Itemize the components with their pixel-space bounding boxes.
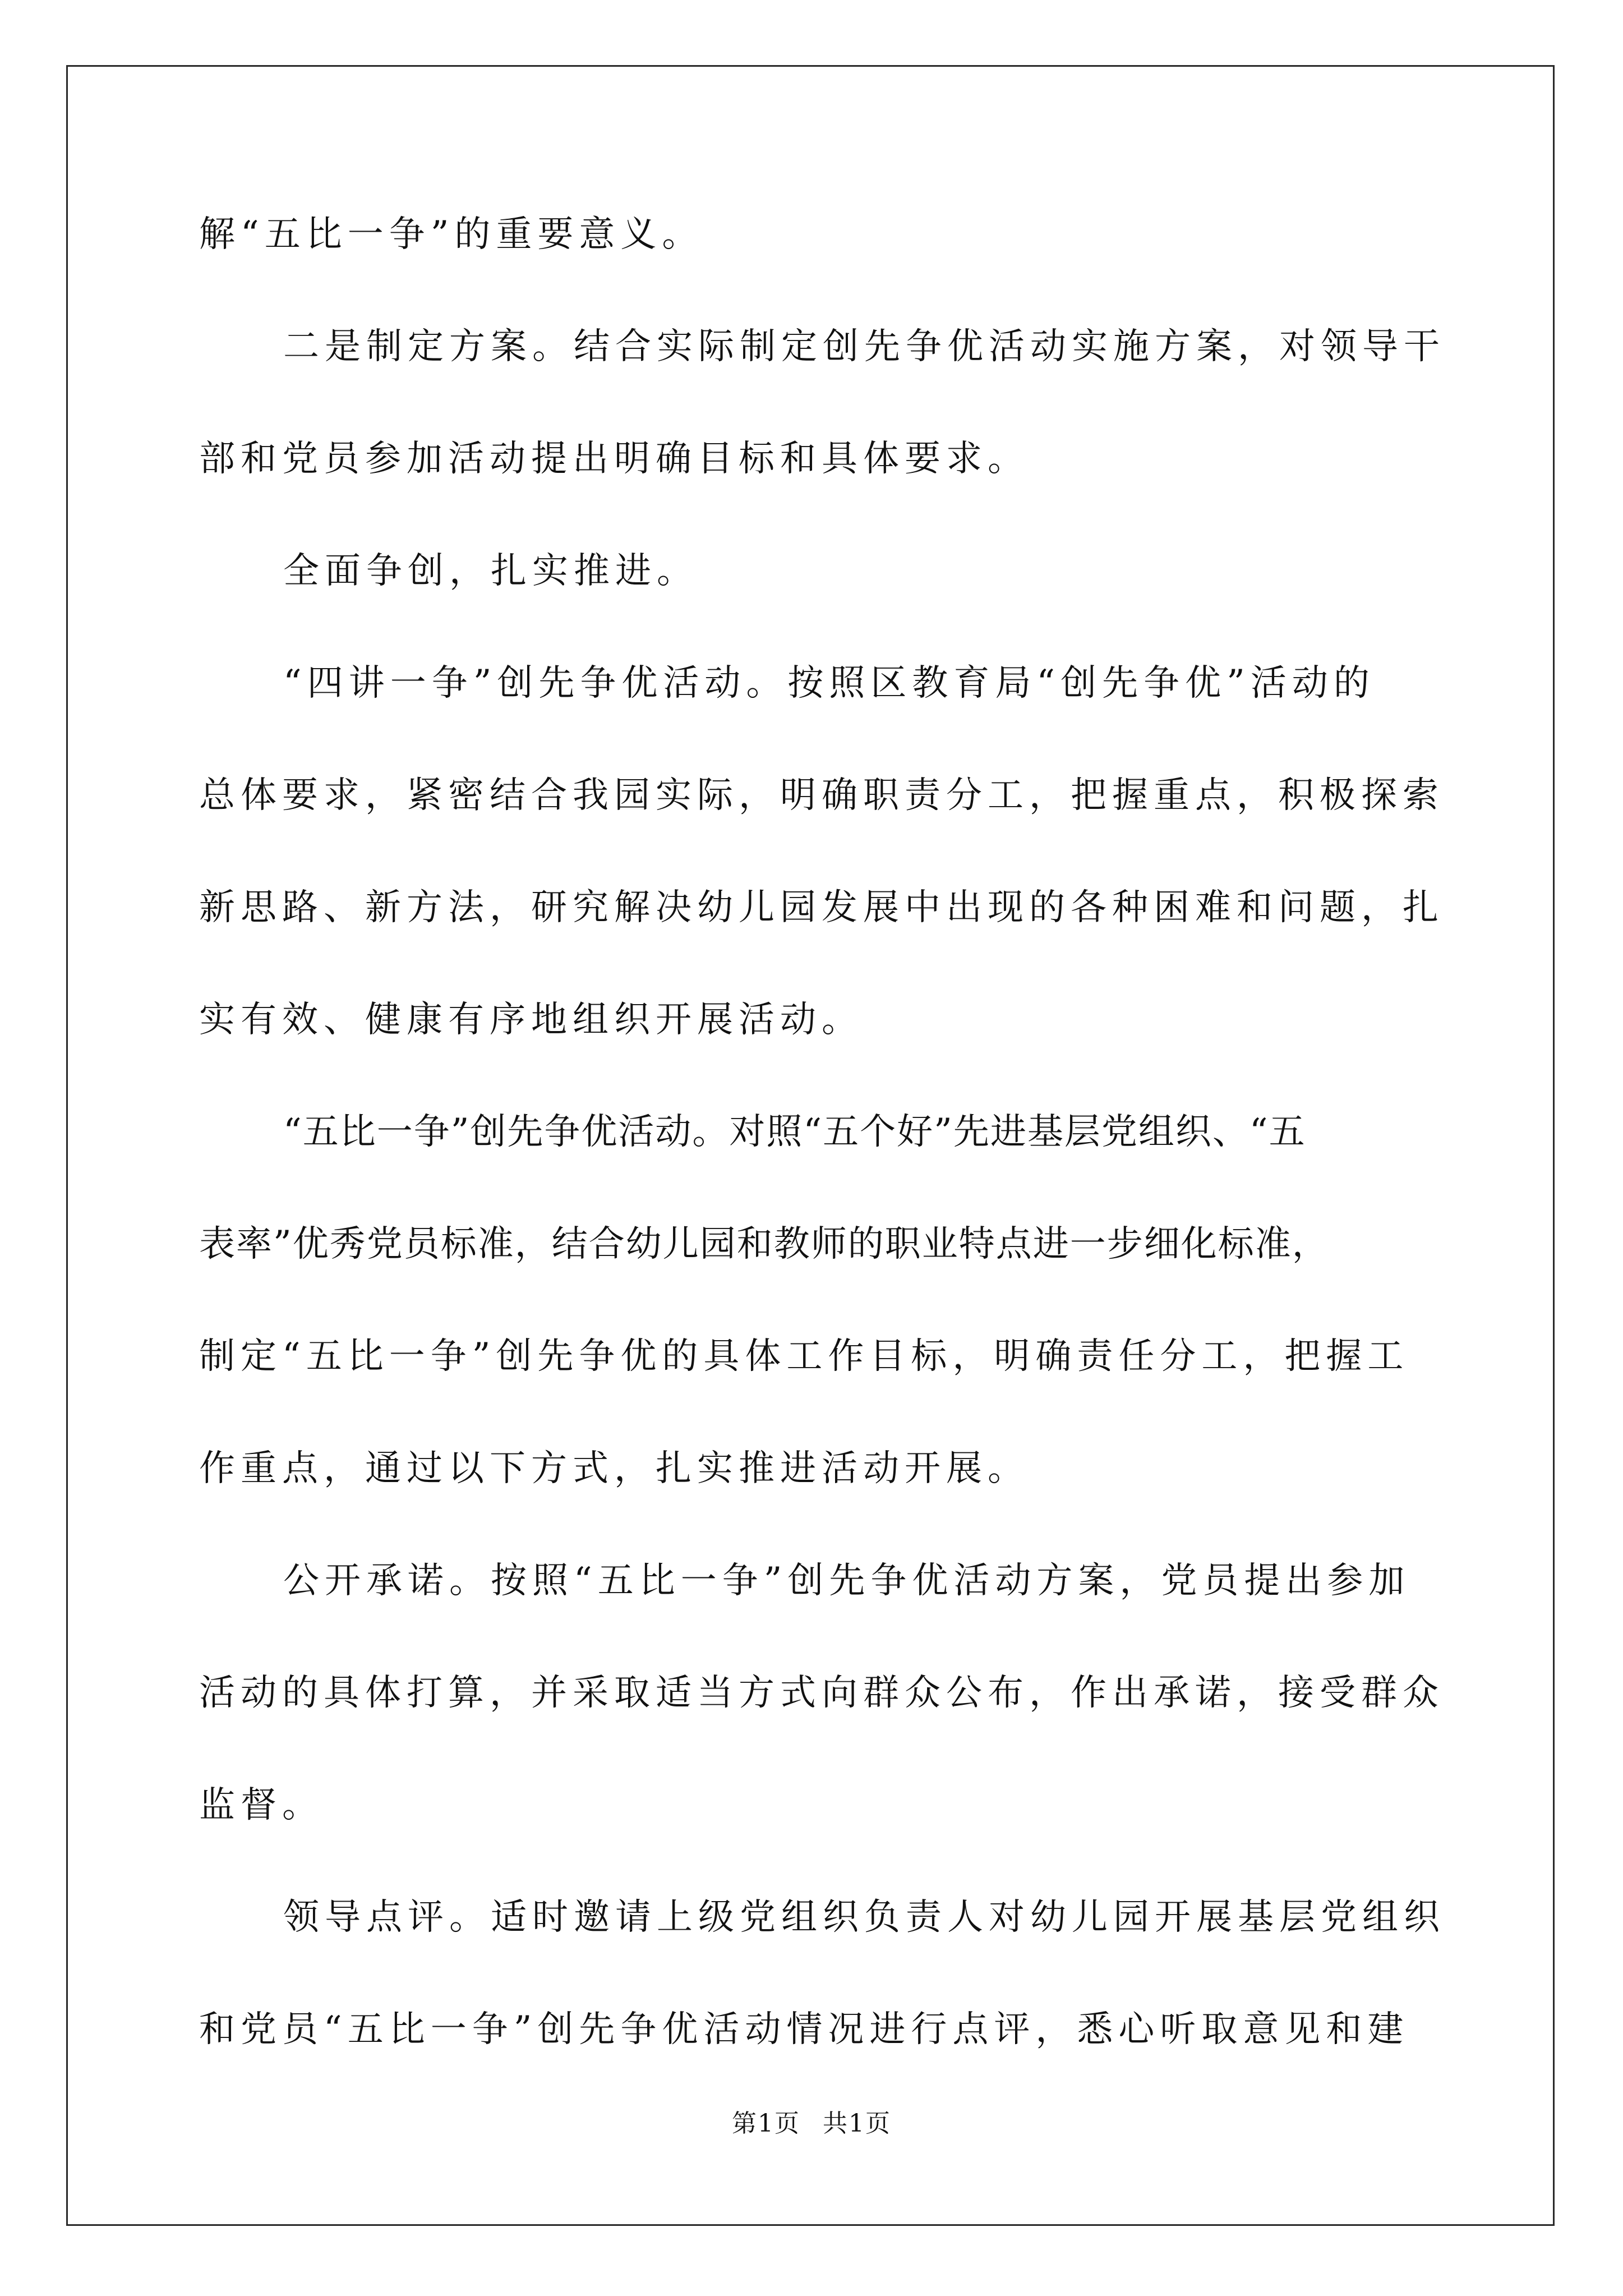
- text-line: 新思路、新方法，研究解决幼儿园发展中出现的各种困难和问题，扎: [199, 887, 1444, 928]
- text-line: 全面争创，扎实推进。: [283, 550, 698, 592]
- text-line: 二是制定方案。结合实际制定创先争优活动实施方案，对领导干: [283, 326, 1445, 367]
- text-line: 部和党员参加活动提出明确目标和具体要求。: [199, 438, 1029, 480]
- document-body: [199, 195, 1444, 2102]
- text-line: 总体要求，紧密结合我园实际，明确职责分工，把握重点，积极探索: [199, 775, 1444, 816]
- text-line: 实有效、健康有序地组织开展活动。: [199, 999, 863, 1041]
- page-number: 第1页: [732, 2109, 800, 2138]
- text-line: 监督。: [199, 1784, 324, 1826]
- text-line: 和党员“五比一争”创先争优活动情况进行点评，悉心听取意见和建: [199, 2009, 1409, 2050]
- text-line: 公开承诺。按照“五比一争”创先争优活动方案，党员提出参加: [283, 1560, 1410, 1602]
- text-line: 表率”优秀党员标准，结合幼儿园和教师的职业特点进一步细化标准，: [199, 1223, 1329, 1265]
- page-footer: [0, 2107, 1623, 2141]
- text-line: “四讲一争”创先争优活动。按照区教育局“创先争优”活动的: [283, 662, 1375, 704]
- text-line: 作重点，通过以下方式，扎实推进活动开展。: [199, 1448, 1029, 1489]
- text-line: 解“五比一争”的重要意义。: [199, 214, 704, 255]
- text-line: “五比一争”创先争优活动。对照“五个好”先进基层党组织、“五: [283, 1111, 1306, 1153]
- text-line: 活动的具体打算，并采取适当方式向群众公布，作出承诺，接受群众: [199, 1672, 1444, 1714]
- page-total: 共1页: [823, 2109, 891, 2138]
- text-line: 领导点评。适时邀请上级党组织负责人对幼儿园开展基层党组织: [283, 1897, 1445, 1938]
- text-line: 制定“五比一争”创先争优的具体工作目标，明确责任分工，把握工: [199, 1336, 1409, 1377]
